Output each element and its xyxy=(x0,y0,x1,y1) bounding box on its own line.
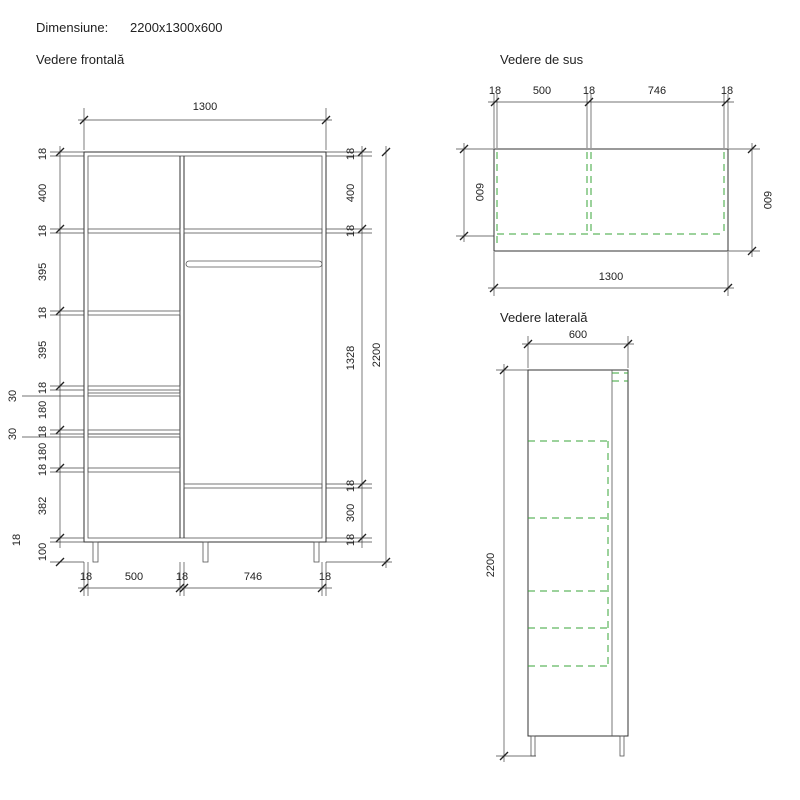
top-view-title: Vedere de sus xyxy=(500,52,584,67)
front-left-dim-5: 18 xyxy=(37,306,49,320)
front-left-dim-4: 395 xyxy=(37,262,49,282)
side-leg-front xyxy=(531,736,535,756)
front-bottom-dim-3: 18 xyxy=(175,571,189,583)
top-width: 1300 xyxy=(598,271,624,283)
front-drawer-top-1 xyxy=(88,393,180,396)
front-height-total: 2200 xyxy=(371,342,383,368)
front-width-total: 1300 xyxy=(192,101,218,113)
front-shelf-left-3 xyxy=(88,386,180,390)
front-leg-left xyxy=(93,542,98,562)
front-left-dim-10: 180 xyxy=(37,442,49,462)
top-dim-3: 18 xyxy=(582,85,596,97)
front-bottom-dim-4: 746 xyxy=(243,571,263,583)
top-dim-1: 18 xyxy=(488,85,502,97)
front-left-dim-6: 395 xyxy=(37,340,49,360)
front-right-dim-7: 18 xyxy=(345,533,357,547)
front-view xyxy=(7,101,392,596)
front-left-outer-2: 30 xyxy=(7,427,19,441)
front-left-dim-7: 18 xyxy=(37,381,49,395)
front-shelf-left-1 xyxy=(88,229,180,233)
side-height: 2200 xyxy=(485,552,497,578)
front-left-dim-11: 18 xyxy=(37,463,49,477)
front-right-dim-6: 300 xyxy=(345,503,357,523)
front-right-dim-3: 18 xyxy=(345,224,357,238)
top-outer-frame xyxy=(494,149,728,251)
top-dim-2: 500 xyxy=(532,85,552,97)
front-left-dim-9: 18 xyxy=(37,425,49,439)
front-left-outer-1: 30 xyxy=(7,389,19,403)
front-left-dim-3: 18 xyxy=(37,224,49,238)
dimension-label: Dimensiune: xyxy=(36,20,109,35)
side-view xyxy=(485,329,634,762)
front-left-dim-12: 382 xyxy=(37,496,49,516)
front-right-dim-5: 18 xyxy=(345,479,357,493)
top-dim-4: 746 xyxy=(647,85,667,97)
top-right-depth: 600 xyxy=(761,190,773,210)
front-shelf-left-2 xyxy=(88,311,180,315)
top-left-depth: 600 xyxy=(473,182,485,202)
top-dim-5: 18 xyxy=(720,85,734,97)
front-shelf-left-4 xyxy=(88,430,180,434)
front-left-dim-8: 180 xyxy=(37,400,49,420)
side-view-title: Vedere laterală xyxy=(500,310,588,325)
front-inner-frame xyxy=(88,156,322,538)
front-bottom-dim-1: 18 xyxy=(79,571,93,583)
front-shelf-left-5 xyxy=(88,468,180,472)
front-leg-right xyxy=(314,542,319,562)
side-outer-frame xyxy=(528,370,628,736)
front-left-dim-14: 100 xyxy=(37,542,49,562)
front-shelf-right-1 xyxy=(184,229,322,233)
top-view xyxy=(456,85,773,296)
front-view-title: Vedere frontală xyxy=(36,52,125,67)
front-leg-middle xyxy=(203,542,208,562)
front-shelf-right-2 xyxy=(184,484,322,488)
front-bottom-dim-2: 500 xyxy=(124,571,144,583)
side-leg-back xyxy=(620,736,624,756)
dimension-value: 2200x1300x600 xyxy=(130,20,223,35)
front-right-dim-2: 400 xyxy=(345,183,357,203)
front-left-dim-2: 400 xyxy=(37,183,49,203)
front-left-dim-1: 18 xyxy=(37,147,49,161)
front-hanging-rail xyxy=(186,261,322,267)
front-left-ticks xyxy=(22,148,84,566)
front-right-dim-4: 1328 xyxy=(345,345,357,371)
front-bottom-dim-5: 18 xyxy=(318,571,332,583)
front-left-dim-13: 18 xyxy=(11,533,23,547)
side-depth: 600 xyxy=(568,329,588,341)
front-right-dim-1: 18 xyxy=(345,147,357,161)
front-drawer-top-2 xyxy=(88,434,180,437)
front-outer-frame xyxy=(84,152,326,542)
